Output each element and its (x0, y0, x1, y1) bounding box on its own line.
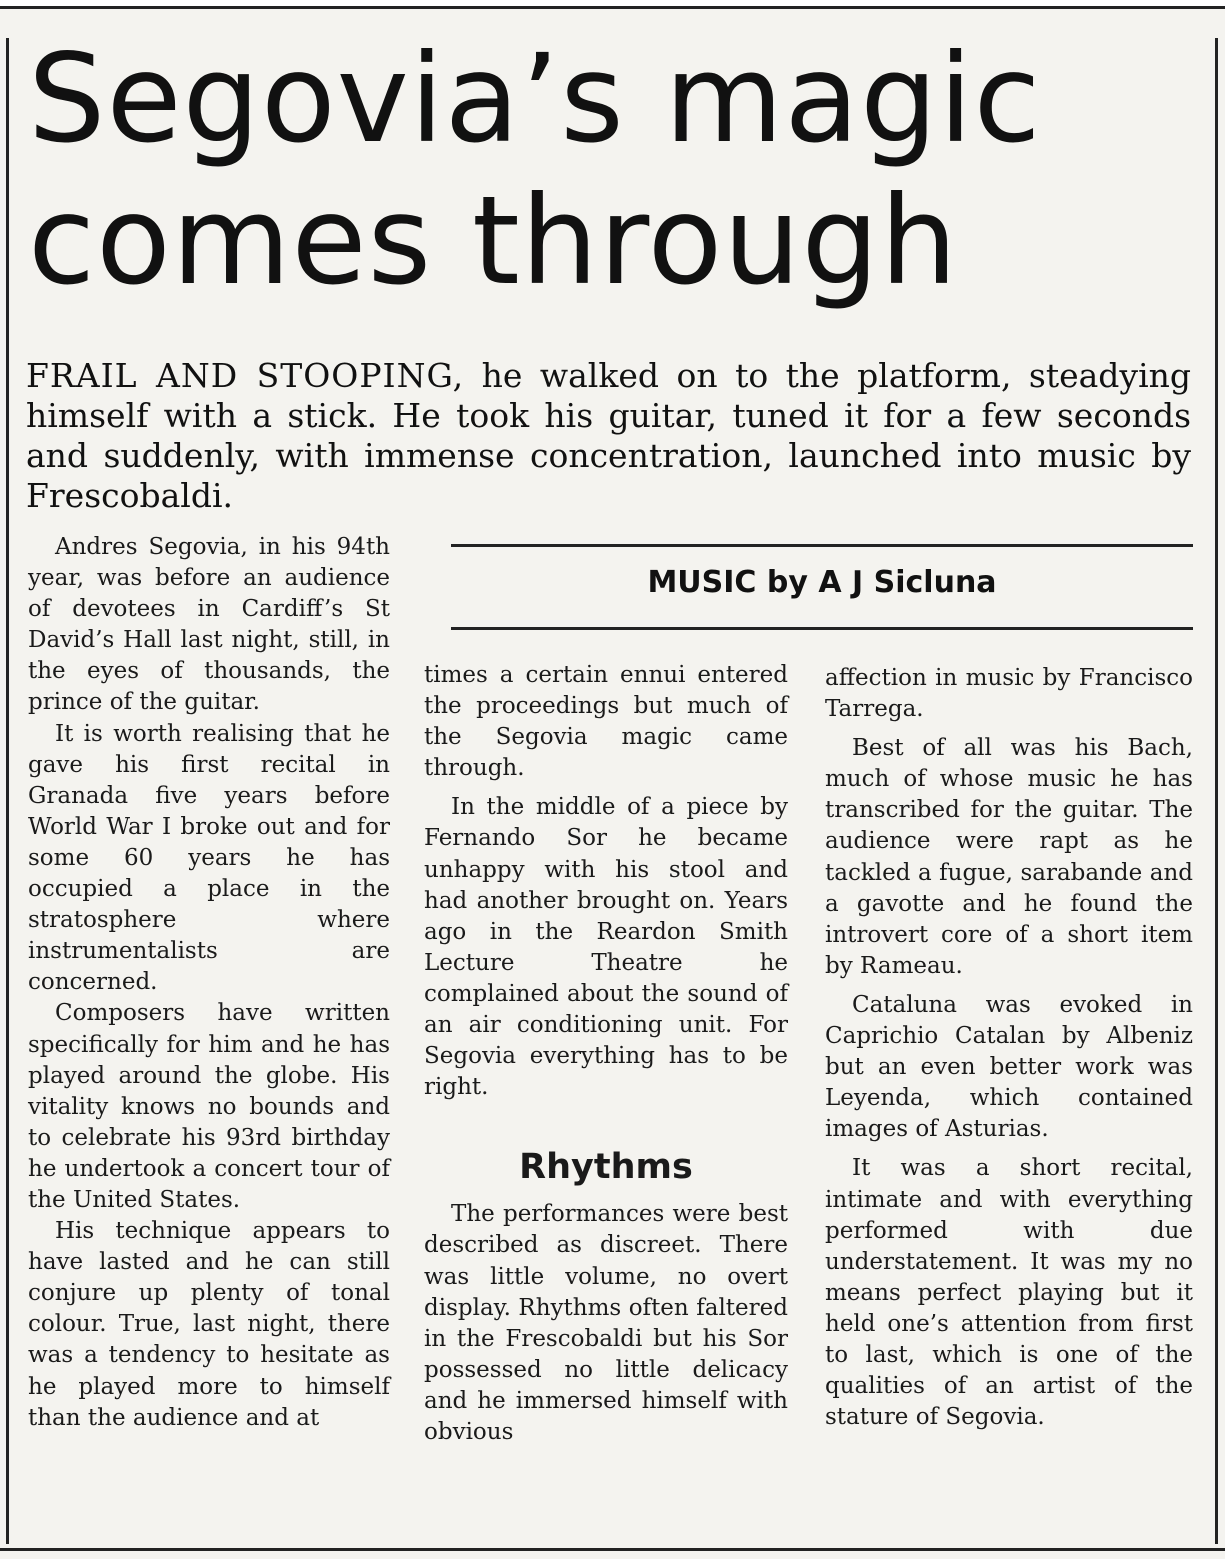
col2-paragraph-1: times a certain ennui entered the proceedings but much of the Segovia magic came through. (424, 662, 788, 782)
top-border-rule (0, 0, 1225, 9)
headline (28, 28, 1208, 312)
col1-paragraph-4: His technique appears to have lasted and he can still conjure up plenty of tonal colour. True, last night, there was a tendency to hesitate as he played more to himself than the audience and at (28, 1218, 390, 1431)
column-2 (424, 660, 788, 1448)
col1-paragraph-1: Andres Segovia, in his 94th year, was before an audience of devotees in Cardiff’s St David’s Hall last night, still, in the eyes of thousands, the prince of the guitar. (28, 534, 390, 716)
subhead: Rhythms (519, 1147, 693, 1188)
lede-caps: FRAIL AND STOOPING, (26, 356, 465, 395)
lede-paragraph (26, 356, 1191, 516)
bottom-border-rule (0, 1548, 1225, 1551)
lede-text: he walked on to the platform, steadying himself with a stick. He took his guitar, tuned it for a few seconds and suddenly, with immense concentration, launched into music by Frescobaldi. (26, 356, 1192, 515)
byline-box (451, 544, 1193, 630)
col3-paragraph-1: affection in music by Francisco Tarrega. (825, 665, 1193, 723)
col1-paragraph-3: Composers have written specifically for him and he has played around the globe. His vitality knows no bounds and to celebrate his 93rd birthday he undertook a concert tour of the United States. (28, 1000, 390, 1213)
column-1 (28, 532, 390, 1434)
col3-paragraph-4: It was a short recital, intimate and with everything performed with due understatement. It was my no means perfect playing but it held one’s attention from first to last, which is one of the qualities of an artist of the stature of Segovia. (825, 1155, 1193, 1431)
column-3 (825, 663, 1193, 1433)
headline-line-1: Segovia’s magic (28, 28, 1042, 170)
col1-paragraph-2: It is worth realising that he gave his first recital in Granada five years before World War I broke out and for some 60 years he has occupied a place in the stratosphere where instrumentalists are concerned. (28, 720, 390, 996)
headline-line-2: comes through (28, 170, 959, 312)
col3-paragraph-2: Best of all was his Bach, much of whose music he has transcribed for the guitar. The audience were rapt as he tackled a fugue, sarabande and a gavotte and he found the introvert core of a short item by Rameau. (825, 735, 1193, 979)
byline: MUSIC by A J Sicluna (647, 565, 997, 600)
col2-paragraph-2: In the middle of a piece by Fernando Sor he became unhappy with his stool and had another brought on. Years ago in the Reardon Smith Lecture Theatre he complained about the sound of an air conditioning unit. For Segovia everything has to be right. (424, 794, 788, 1101)
col3-paragraph-3: Cataluna was evoked in Caprichio Catalan by Albeniz but an even better work was Leyenda, which contained images of Asturias. (825, 991, 1193, 1143)
col2-paragraph-3: The performances were best described as discreet. There was little volume, no overt display. Rhythms often faltered in the Frescobaldi but his Sor possessed no little delicacy and he immersed himself with obvious (424, 1201, 788, 1445)
